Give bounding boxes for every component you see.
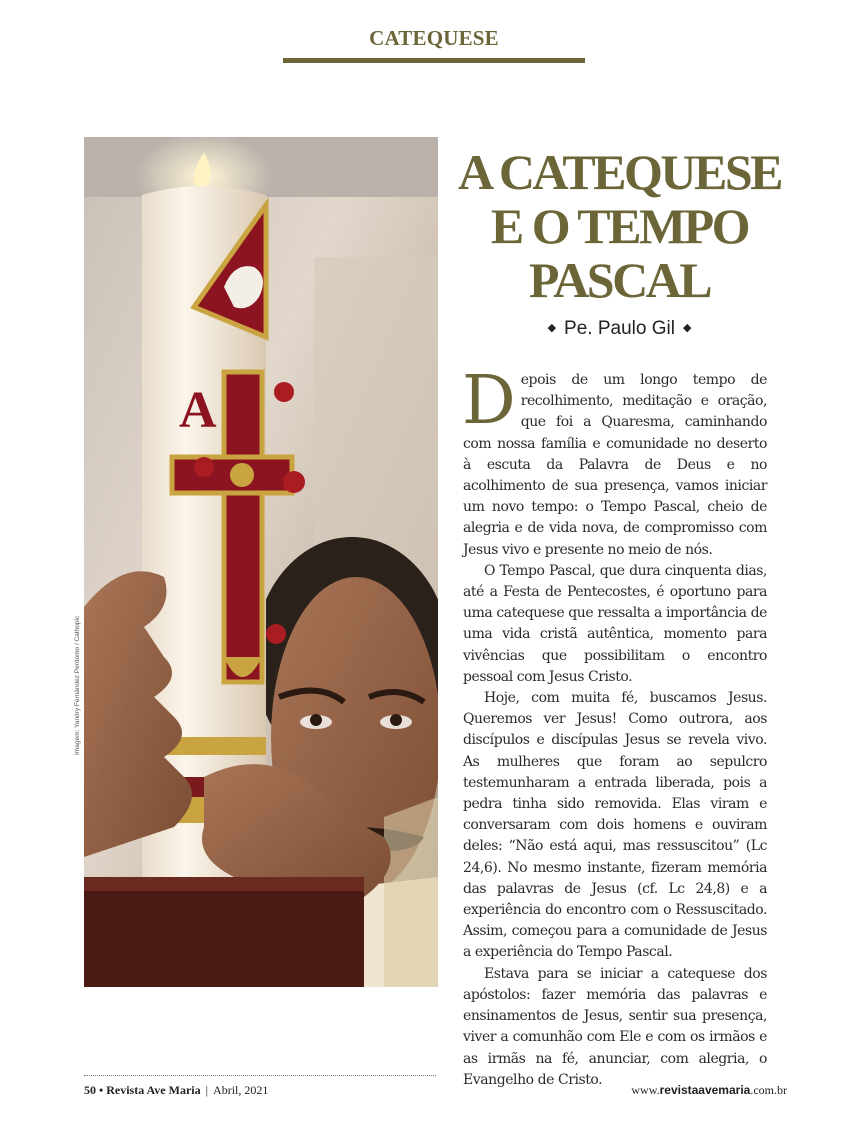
article-paragraph: Depois de um longo tempo de recolhimento, meditação e oração, que foi a Quaresma, caminhando com nossa família e comunidade no deserto à escuta da Palavra de Deus e no acolhimento de sua presença, vamos iniciar um novo tempo: o Tempo Pascal, cheio de alegria e de vida nova, de compromisso com Jesus vivo e presente no meio de nós.	[462, 361, 767, 558]
article-paragraph: Estava para se iniciar a catequese dos apóstolos: fazer memória das palavras e ensinamentos de Jesus, sentir sua presença, viver a comunhão com Ele e com os irmãos e as irmãs na fé, anunciar, com alegria, o Evangelho de Cristo.	[463, 965, 767, 1088]
alpha-letter: A	[179, 382, 217, 439]
paschal-candle-photo	[84, 137, 438, 987]
diamond-icon: ◆	[547, 322, 557, 334]
separator: |	[205, 1083, 209, 1097]
diamond-icon: ◆	[682, 322, 692, 334]
article-title	[452, 145, 787, 307]
page-number: 50	[84, 1083, 96, 1097]
section-rule	[283, 58, 585, 63]
title-line-2: E O TEMPO	[490, 198, 749, 254]
footer-folio	[84, 1083, 268, 1098]
footer-rule	[84, 1075, 436, 1076]
article-paragraph: O Tempo Pascal, que dura cinquenta dias, até a Festa de Pentecostes, é oportuno para uma catequese que ressalta a importância de uma vida cristã autêntica, momento para vivências que possibilitam o encontro pessoal com Jesus Cristo.	[463, 562, 767, 685]
article-paragraph: Hoje, com muita fé, buscamos Jesus. Queremos ver Jesus! Como outrora, aos discípulos e discípulas Jesus se revela vivo. As mulheres que foram ao sepulcro testemunharam a entrada liberada, pois a pedra tinha sido removida. Elas viram e conversaram com dois homens e ouviram deles: “Não está aqui, mas ressuscitou” (Lc 24,6). No mesmo instante, fizeram memória das palavras de Jesus (cf. Lc 24,8) e a experiência do encontro com o Ressuscitado. Assim, começou para a comunidade de Jesus a experiência do Tempo Pascal.	[463, 690, 767, 961]
issue-date: Abril, 2021	[213, 1083, 269, 1097]
pedestal	[84, 877, 364, 987]
photo-credit: Imagem: Yandry Fernández Perdomo / Cathopic	[74, 615, 81, 755]
author-name: Pe. Paulo Gil	[564, 318, 675, 339]
drop-cap: D	[462, 361, 516, 439]
title-line-3: PASCAL	[528, 252, 711, 308]
author-byline	[452, 318, 787, 340]
magazine-name: Revista Ave Maria	[106, 1083, 201, 1097]
website-link[interactable]: www.revistaavemaria.com.br	[631, 1083, 787, 1097]
title-line-1: A CATEQUESE	[457, 144, 782, 200]
section-header: CATEQUESE	[369, 26, 499, 50]
bullet: •	[99, 1083, 104, 1097]
article-body	[462, 361, 767, 1091]
